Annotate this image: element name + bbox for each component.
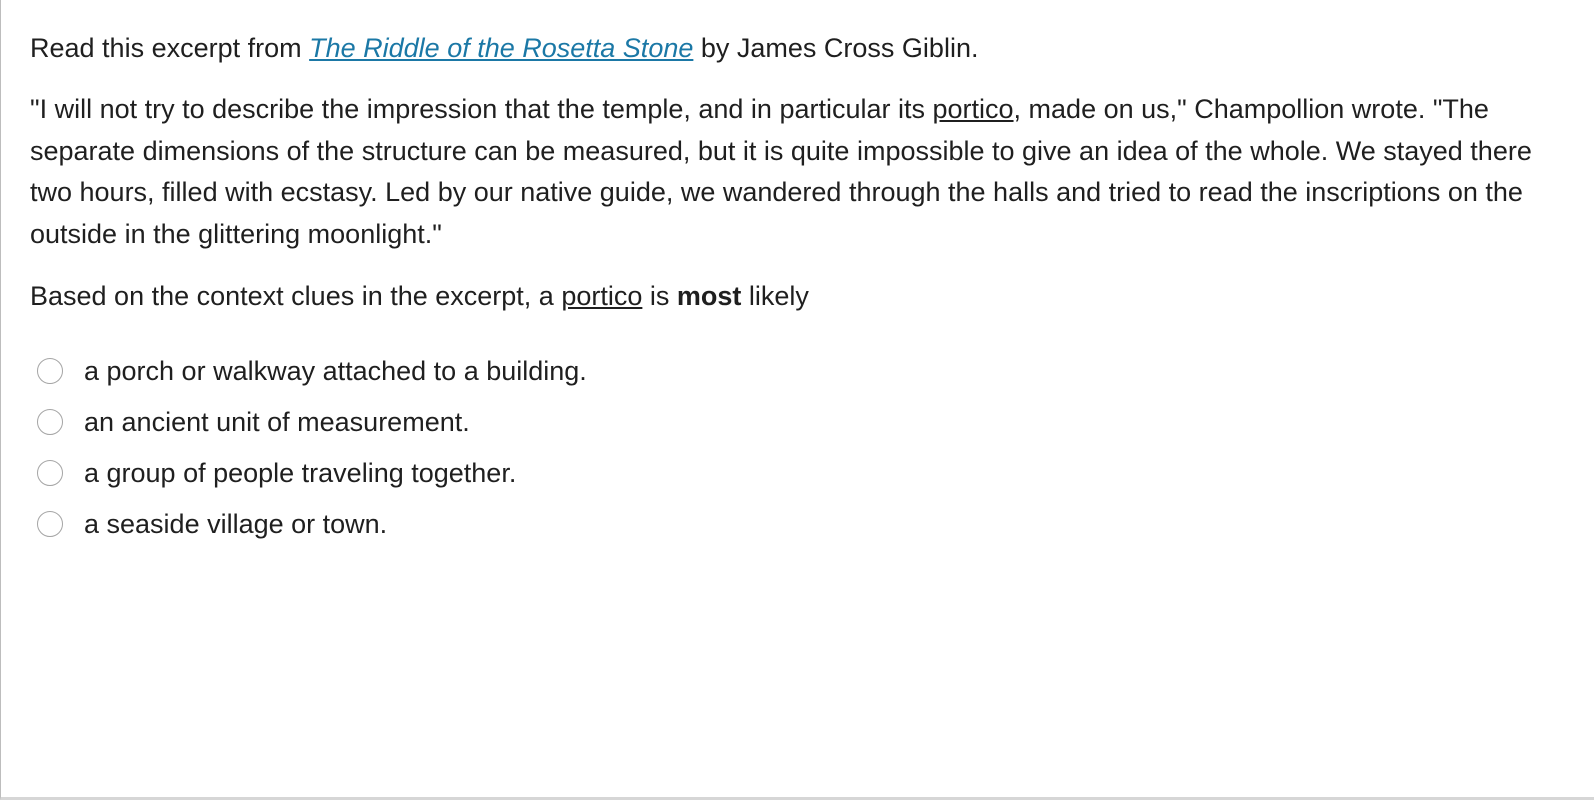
question-term-portico: portico bbox=[561, 281, 643, 311]
question-prompt bbox=[30, 276, 1575, 316]
answer-option-c[interactable] bbox=[30, 447, 1575, 498]
radio-button-b[interactable] bbox=[37, 409, 63, 435]
passage-text-after: , made on us," Champollion wrote. "The separate dimensions of the structure can be measured, but it is quite impossible to give an idea of the whole. We stayed there two hours, filled with ecstasy. Led by our native guide, we wandered through the halls and tried to read the inscriptions on the outside in the glittering moonlight." bbox=[30, 94, 1532, 249]
answer-option-label: a porch or walkway attached to a building. bbox=[84, 355, 587, 386]
excerpt-passage bbox=[30, 89, 1575, 255]
intro-suffix: by James Cross Giblin. bbox=[693, 33, 979, 63]
question-content bbox=[30, 28, 1575, 549]
answer-option-label: an ancient unit of measurement. bbox=[84, 406, 470, 437]
radio-button-c[interactable] bbox=[37, 460, 63, 486]
passage-text-before: "I will not try to describe the impression that the temple, and in particular its bbox=[30, 94, 933, 124]
passage-term-portico: portico bbox=[932, 94, 1014, 124]
answer-option-label: a group of people traveling together. bbox=[84, 457, 517, 488]
radio-button-a[interactable] bbox=[37, 358, 63, 384]
question-text-after: likely bbox=[741, 281, 809, 311]
book-title-link[interactable]: The Riddle of the Rosetta Stone bbox=[309, 33, 694, 63]
radio-button-d[interactable] bbox=[37, 511, 63, 537]
question-emphasis: most bbox=[676, 281, 742, 311]
intro-prefix: Read this excerpt from bbox=[30, 33, 310, 63]
answer-option-a[interactable] bbox=[30, 345, 1575, 396]
answer-option-d[interactable] bbox=[30, 498, 1575, 549]
answer-options bbox=[30, 345, 1575, 549]
answer-option-b[interactable] bbox=[30, 396, 1575, 447]
question-text-middle: is bbox=[642, 281, 677, 311]
answer-option-label: a seaside village or town. bbox=[84, 508, 388, 539]
question-text-before: Based on the context clues in the excerpt, a bbox=[30, 281, 562, 311]
excerpt-intro bbox=[30, 28, 1575, 68]
